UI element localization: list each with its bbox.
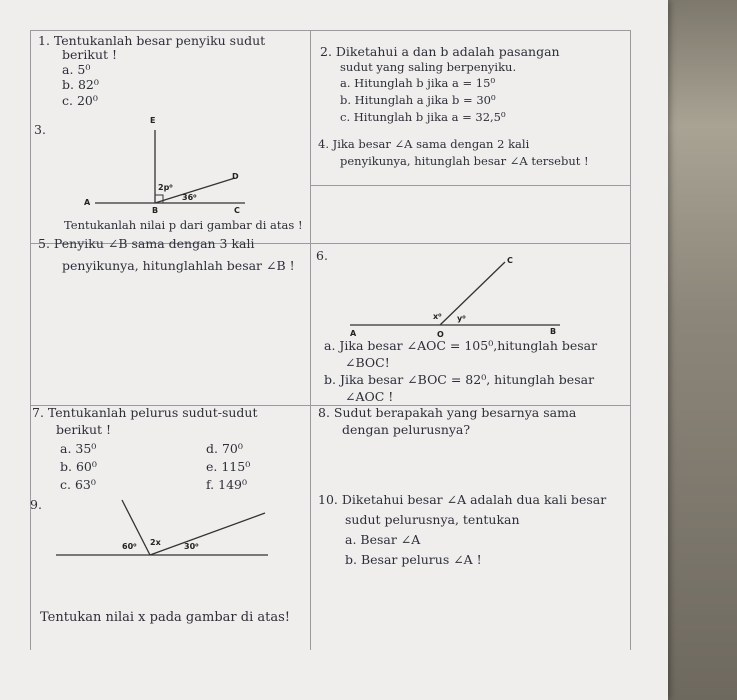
- q6-label-b: B: [550, 327, 557, 336]
- q5-line1: 5. Penyiku ∠B sama dengan 3 kali: [38, 236, 255, 251]
- q3-label-a: A: [84, 198, 91, 207]
- q7-line2: berikut !: [56, 422, 112, 437]
- q5-line2: penyikunya, hitunglahlah besar ∠B !: [62, 258, 295, 273]
- q10-line2: sudut pelurusnya, tentukan: [345, 512, 520, 527]
- q1-option-c: c. 20⁰: [62, 93, 98, 108]
- q6-label-o: O: [437, 330, 444, 339]
- q2-option-a: a. Hitunglah b jika a = 15⁰: [340, 76, 496, 90]
- q9-angle-figure: [0, 495, 310, 575]
- q2-option-c: c. Hitunglah b jika a = 32,5⁰: [340, 110, 506, 124]
- q8-line1: 8. Sudut berapakah yang besarnya sama: [318, 405, 577, 420]
- q4-line2: penyikunya, hitunglah besar ∠A tersebut !: [340, 154, 589, 168]
- table-border-right: [630, 30, 631, 650]
- q3-label-e: E: [150, 116, 156, 125]
- q6-part-b-line1: b. Jika besar ∠BOC = 82⁰, hitunglah besar: [324, 372, 595, 387]
- q2-option-b: b. Hitunglah a jika b = 30⁰: [340, 93, 496, 107]
- q9-label-60: 60⁰: [122, 542, 137, 551]
- q8-line2: dengan pelurusnya?: [342, 422, 471, 437]
- q10-line1: 10. Diketahui besar ∠A adalah dua kali besar: [318, 492, 607, 507]
- q7-option-f: f. 149⁰: [206, 477, 247, 492]
- q2-continuation: sudut yang saling berpenyiku.: [340, 60, 517, 74]
- q7-line1: 7. Tentukanlah pelurus sudut-sudut: [32, 405, 258, 420]
- q9-label-2x: 2x: [150, 538, 161, 547]
- q3-label-d: D: [232, 172, 239, 181]
- q6-number: 6.: [316, 248, 328, 263]
- q6-angle-figure: [310, 250, 630, 350]
- q9-number: 9.: [30, 497, 42, 512]
- q6-label-c: C: [507, 256, 513, 265]
- table-border-top: [30, 30, 630, 31]
- q3-label-2p: 2p⁰: [158, 183, 173, 192]
- q1-continuation: berikut !: [62, 47, 118, 62]
- q9-instruction: Tentukan nilai x pada gambar di atas!: [40, 610, 290, 625]
- q3-label-b: B: [152, 206, 159, 215]
- q6-part-a-line2: ∠BOC!: [345, 355, 390, 370]
- q7-option-e: e. 115⁰: [206, 459, 251, 474]
- q1-option-a: a. 5⁰: [62, 62, 91, 77]
- q3-label-c: C: [234, 206, 240, 215]
- q1-title: 1. Tentukanlah besar penyiku sudut: [38, 33, 266, 48]
- q6-label-y: y⁰: [457, 314, 466, 323]
- q9-label-30: 30⁰: [184, 542, 199, 551]
- q7-option-a: a. 35⁰: [60, 441, 97, 456]
- q10-option-b: b. Besar pelurus ∠A !: [345, 552, 482, 567]
- q1-option-b: b. 82⁰: [62, 77, 99, 92]
- q6-label-a: A: [350, 329, 357, 338]
- q7-option-c: c. 63⁰: [60, 477, 96, 492]
- q7-option-d: d. 70⁰: [206, 441, 243, 456]
- q6-label-x: x⁰: [433, 312, 442, 321]
- q3-number: 3.: [34, 122, 46, 137]
- q7-option-b: b. 60⁰: [60, 459, 97, 474]
- q10-option-a: a. Besar ∠A: [345, 532, 421, 547]
- row-divider-right: [310, 185, 630, 186]
- q3-label-36: 36⁰: [182, 193, 197, 202]
- q6-part-b-line2: ∠AOC !: [345, 389, 394, 404]
- q6-part-a-line1: a. Jika besar ∠AOC = 105⁰,hitunglah besar: [324, 338, 598, 353]
- q4-line1: 4. Jika besar ∠A sama dengan 2 kali: [318, 137, 530, 151]
- q3-instruction: Tentukanlah nilai p dari gambar di atas !: [64, 218, 303, 232]
- q2-title: 2. Diketahui a dan b adalah pasangan: [320, 44, 560, 59]
